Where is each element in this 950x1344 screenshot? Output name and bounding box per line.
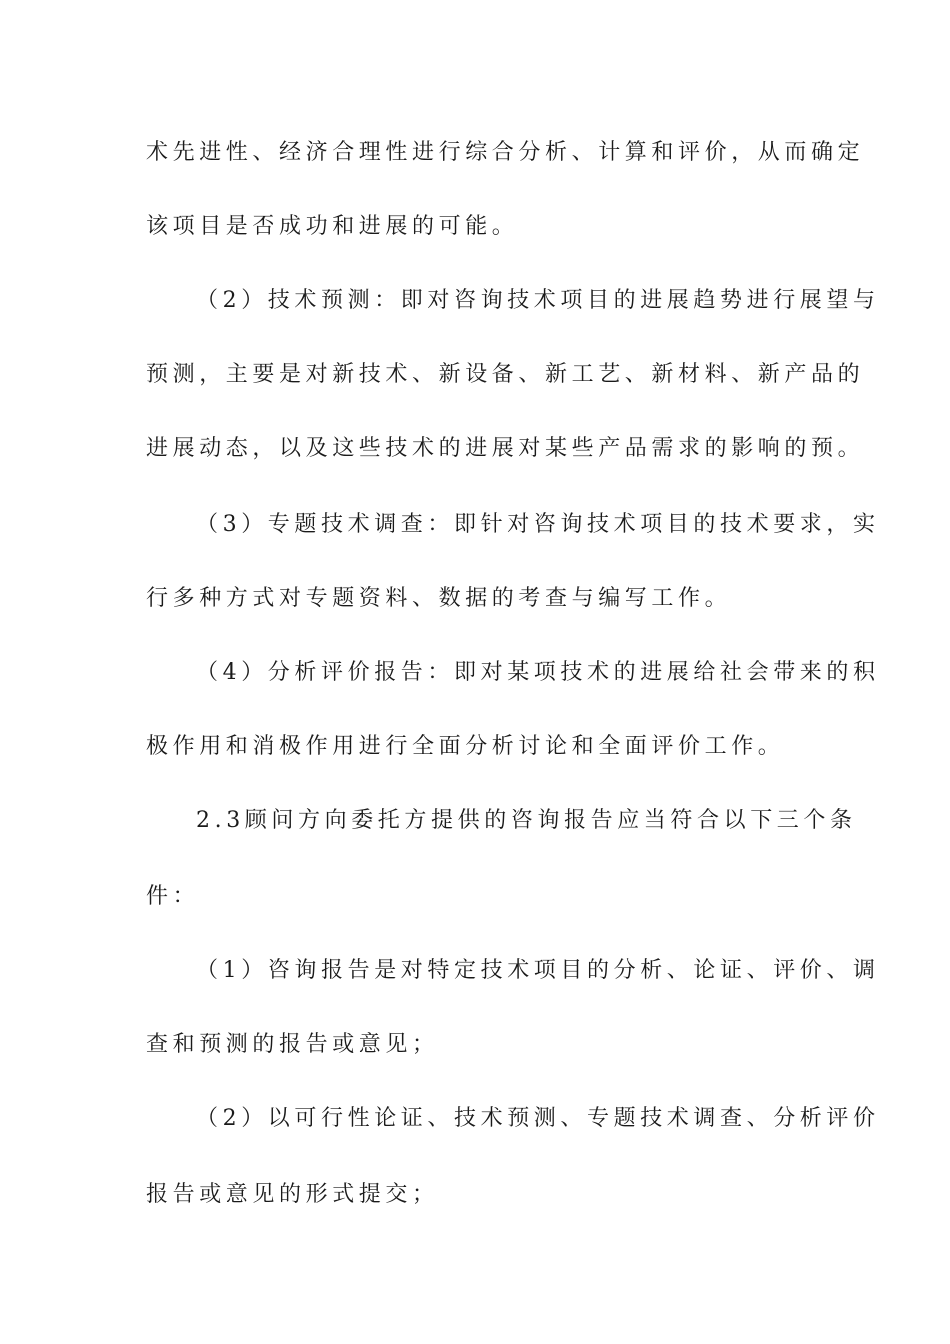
paragraph-line: （2）以可行性论证、技术预测、专题技术调查、分析评价 <box>196 1106 880 1131</box>
paragraph-line: （4）分析评价报告：即对某项技术的进展给社会带来的积 <box>196 660 880 685</box>
paragraph-line: 该项目是否成功和进展的可能。 <box>146 214 519 239</box>
paragraph-line: 查和预测的报告或意见； <box>146 1032 439 1057</box>
paragraph-line: 进展动态，以及这些技术的进展对某些产品需求的影响的预。 <box>146 436 865 461</box>
section-heading-line: 2.3顾问方向委托方提供的咨询报告应当符合以下三个条 <box>196 808 857 833</box>
paragraph-line: 件： <box>146 884 200 909</box>
paragraph-line: 报告或意见的形式提交； <box>146 1182 439 1207</box>
paragraph-line: 行多种方式对专题资料、数据的考查与编写工作。 <box>146 586 732 611</box>
paragraph-line: 预测，主要是对新技术、新设备、新工艺、新材料、新产品的 <box>146 362 865 387</box>
paragraph-line: 极作用和消极作用进行全面分析讨论和全面评价工作。 <box>146 734 785 759</box>
paragraph-line: （1）咨询报告是对特定技术项目的分析、论证、评价、调 <box>196 958 880 983</box>
paragraph-line: 术先进性、经济合理性进行综合分析、计算和评价，从而确定 <box>146 140 865 165</box>
paragraph-line: （2）技术预测：即对咨询技术项目的进展趋势进行展望与 <box>196 288 880 313</box>
paragraph-line: （3）专题技术调查：即针对咨询技术项目的技术要求，实 <box>196 512 880 537</box>
